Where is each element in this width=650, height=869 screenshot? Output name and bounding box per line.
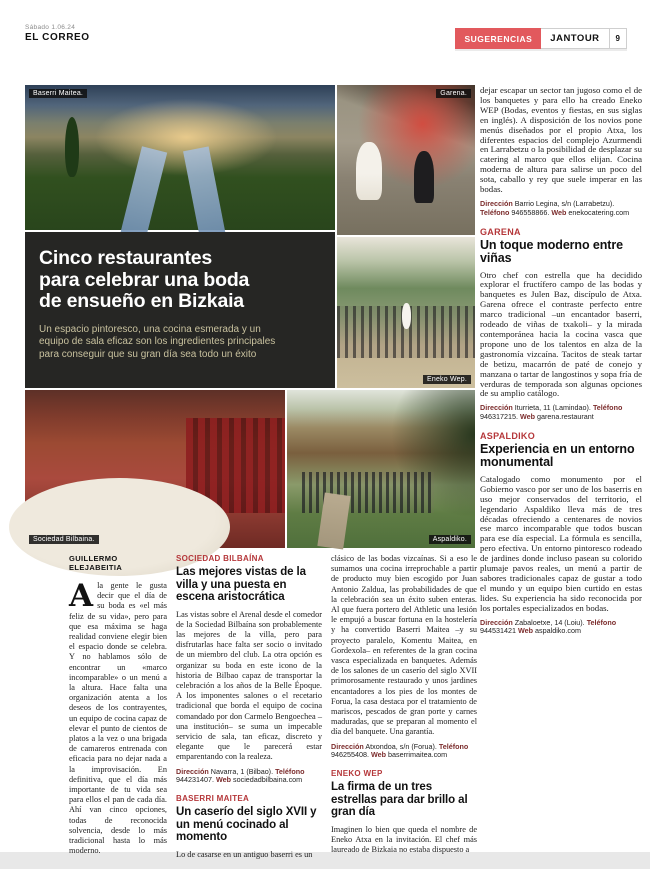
direccion-label: Dirección bbox=[480, 403, 513, 413]
telefono-value: 946317215. bbox=[480, 412, 520, 422]
telefono-value: 944231407. bbox=[176, 775, 216, 785]
standfirst: Un espacio pintoresco, una cocina esmerada y un equipo de sala eficaz son los ingredientes principales para conseguir que su gran día sea todo un éxito bbox=[39, 323, 276, 360]
article-body bbox=[25, 554, 477, 869]
direccion-label: Dirección bbox=[331, 741, 364, 751]
web-label: Web bbox=[519, 412, 536, 422]
column-right-rail bbox=[480, 86, 642, 645]
title-line-1: Cinco restaurantes bbox=[39, 247, 213, 269]
column-intro bbox=[25, 554, 167, 869]
web-label: Web bbox=[215, 775, 232, 785]
sociedad-body: Las vistas sobre el Arenal desde el comedor de la Sociedad Bilbaína son probablemente las mejores de la villa, pero para disfrutarlas hace falta ser socio o invitado de un miembro del club. La otra opción es organizar su boda en este icono de la historia de Bilbao capaz de transportar la celebración a los años de la Belle Époque. A los imponentes salones o el recetario tradicional que borda el equipo de cocina comandado por don Carmelo Bengoechea –una institución– se suma un impecable servicio de sala, tan eficaz, discreto y elegante que le parecerá estar emparentando con la realeza. bbox=[176, 609, 322, 762]
headline-garena: Un toque moderno entre viñas bbox=[480, 237, 623, 266]
direccion-value: Zabaloetxe, 14 (Loiu). bbox=[512, 617, 587, 627]
photo-label-sociedad-bilbaina: Sociedad Bilbaina. bbox=[29, 535, 99, 544]
section-eneko-wep bbox=[331, 769, 477, 855]
issue-date: Sábado 1.06.24 bbox=[25, 24, 76, 31]
direccion-eneko bbox=[480, 200, 642, 218]
telefono-value: 946558866. bbox=[509, 207, 552, 217]
hero-title-box bbox=[25, 232, 335, 388]
section-garena bbox=[480, 227, 642, 422]
aspaldiko-body: Catalogado como monumento por el Gobierno vasco por ser uno de los baserris en uso mejor conservados del territorio, el legendario Aspaldiko lleva más de tres décadas ofreciendo a centenares de novios ese marco incomparable que todos buscan para ese día especial. La fórmula es sencilla, pero efectiva. Un entorno pintoresco rodeado de jardines donde incluso pasean su colorido plumaje pavos reales, un menú a partir de sabores tradicionales capaz de gustar a todo el mundo y un equipo bien curtido en estas lides. Su experiencia ha sido reconocida por los portales especializados en bodas. bbox=[480, 473, 642, 613]
kicker-garena: GARENA bbox=[480, 226, 521, 237]
web-value: garena.restaurant bbox=[535, 412, 594, 422]
telefono-value: 946255408. bbox=[331, 750, 371, 760]
direccion-baserri bbox=[331, 743, 477, 761]
photo-collage bbox=[25, 85, 475, 548]
photo-baserri-maitea bbox=[25, 85, 335, 230]
direccion-label: Dirección bbox=[480, 617, 513, 627]
tab-jantour[interactable]: JANTOUR bbox=[541, 28, 609, 49]
telefono-value: 944531421 bbox=[480, 626, 518, 636]
tab-sugerencias[interactable]: SUGERENCIAS bbox=[455, 28, 541, 49]
column-2 bbox=[176, 554, 322, 869]
photo-aspaldiko bbox=[287, 390, 475, 548]
web-value: aspaldiko.com bbox=[533, 626, 581, 636]
byline: GUILLERMO ELEJABEITIA bbox=[69, 554, 123, 572]
photo-eneko-wep bbox=[337, 237, 475, 388]
direccion-label: Dirección bbox=[176, 766, 209, 776]
direccion-value: Navarra, 1 (Bilbao). bbox=[208, 766, 276, 776]
headline-baserri: Un caserío del siglo XVII y un menú cocinado al momento bbox=[176, 806, 317, 844]
photo-decoration bbox=[402, 303, 411, 329]
page-title bbox=[39, 248, 321, 313]
direccion-garena bbox=[480, 404, 642, 422]
photo-label-garena: Garena. bbox=[436, 89, 471, 98]
photo-label-aspaldiko: Aspaldiko. bbox=[429, 535, 471, 544]
section-sociedad-bilbaina bbox=[176, 554, 322, 785]
web-value: enekocatering.com bbox=[566, 207, 630, 217]
photo-garena bbox=[337, 85, 475, 235]
direccion-value: Barrio Legina, s/n (Larrabetzu). bbox=[512, 198, 615, 208]
masthead bbox=[25, 24, 90, 43]
telefono-label: Teléfono bbox=[592, 403, 623, 413]
direccion-value: Atxondoa, s/n (Forua). bbox=[363, 741, 439, 751]
headline-eneko: La firma de un tres estrellas para dar brillo al gran día bbox=[331, 781, 468, 819]
intro-paragraph bbox=[69, 578, 167, 856]
photo-label-baserri-maitea: Baserri Maitea. bbox=[29, 89, 87, 98]
title-line-3: de ensueño en Bizkaia bbox=[39, 290, 244, 312]
telefono-label: Teléfono bbox=[586, 617, 617, 627]
photo-decoration bbox=[183, 146, 227, 245]
web-value: sociedadbilbaina.com bbox=[231, 775, 303, 785]
telefono-label: Teléfono bbox=[275, 766, 305, 776]
page-number: 9 bbox=[610, 28, 627, 49]
section-baserri-maitea bbox=[176, 794, 322, 860]
web-label: Web bbox=[551, 207, 567, 217]
telefono-label: Teléfono bbox=[480, 207, 510, 217]
direccion-value: Iturrieta, 11 (Lamindao). bbox=[512, 403, 593, 413]
web-value: baserrimaitea.com bbox=[386, 750, 448, 760]
kicker-baserri: BASERRI MAITEA bbox=[176, 794, 250, 804]
kicker-sociedad: SOCIEDAD BILBAÍNA bbox=[176, 554, 264, 563]
paper-name: EL CORREO bbox=[25, 32, 90, 43]
eneko-body-start: Imaginen lo bien que queda el nombre de Eneko Atxa en la invitación. El chef más laureado de Bizkaia no estaba dispuesto a bbox=[331, 824, 477, 855]
photo-sociedad-bilbaina bbox=[25, 390, 285, 548]
headline-aspaldiko: Experiencia en un entorno monumental bbox=[480, 441, 635, 470]
garena-body: Otro chef con estrella que ha decidido explorar el fructífero campo de las bodas y banquetes es Julen Baz, discípulo de Atxa. Garena ofrece el contraste perfecto entre marco tradicional –un encantador baserri, rodeado de viñas de txakoli– y la mirada contemporánea hacia la cocina vasca que propone uno de los talentos en alza de la gastronomía vizcaína. Tacitos de steak tartar de betizu, macarrón de paté de conejo y manzana o tartar de langostinos y sopa fría de verduras de temporada son algunas opciones de su amplio catálogo. bbox=[480, 269, 642, 399]
column-3 bbox=[331, 554, 477, 869]
web-label: Web bbox=[370, 750, 387, 760]
baserri-body-continued: clásico de las bodas vizcaínas. Si a eso le sumamos una cocina irreprochable a partir de producto muy bien escogido por Juan Antonio Zaldua, las probabilidades de que la celebración sea un éxito suben enteras. Al que fuera portero del Athletic una lesión le empujó a buscar fortuna en la hostelería y ha convertido Baserri Maitea –y su proyecto paralelo, Komentu Maitea, en Gordexola– en referentes de la gran cocina vasca especializada en banquetes. Además de los salones de un caserío del siglo XVII primorosamente restaurado y unos jardines encantadores a los pies de los montes de Forua, la casa destaca por el tratamiento de mariscos, pescados de gran porte y carnes maduradas, que se preparan al momento el día del banquete. Una garantía. bbox=[331, 554, 477, 737]
eneko-body-continued: dejar escapar un sector tan jugoso como el de los banquetes y para ello ha creado Eneko WEP (Bodas, eventos y fiestas, en sus siglas en inglés). A disposición de los novios pone menús diseñados por el propio Atxa, los diferentes espacios del complejo Azurmendi en Larrabetzu o la posibilidad de desplazar su catering al marco que ellos elijan. Cocina moderna de altura para salirse un poco del sota, caballo y rey que suele imperar en las bodas. bbox=[480, 85, 642, 195]
section-tabs bbox=[455, 28, 627, 49]
photo-decoration bbox=[414, 151, 434, 203]
title-line-2: para celebrar una boda bbox=[39, 268, 250, 291]
photo-decoration bbox=[65, 117, 79, 177]
baserri-body-start: Lo de casarse en un antiguo baserri es un bbox=[176, 849, 313, 859]
photo-label-eneko-wep: Eneko Wep. bbox=[423, 375, 471, 384]
kicker-aspaldiko: ASPALDIKO bbox=[480, 430, 536, 441]
headline-sociedad: Las mejores vistas de la villa y una puesta en escena aristocrática bbox=[176, 566, 306, 603]
direccion-label: Dirección bbox=[480, 198, 513, 208]
drop-cap: A bbox=[69, 578, 94, 614]
photo-decoration bbox=[356, 142, 382, 200]
intro-text: la gente le gusta decir que el día de su boda es «el más feliz de su vida», pero para que esa máxima se haga realidad conviene elegir bien el espacio donde se celebra. Y no hablamos sólo de encontrar un «marco incomparable» o un menú a la altura. Hace falta una organización atenta a los deseos de los contrayentes, un equipo de cocina capaz de elevar el punto de cientos de platos a la vez o una brigada de camareros entrenada con eficacia para no dejar nada a la improvisación. En definitiva, que el día más importante de tu vida sea para ellos el pan de cada día. Ahí van cinco opciones, todas de reconocida solvencia, desde lo más tradicional hasta lo más moderno. bbox=[69, 581, 167, 856]
direccion-aspaldiko bbox=[480, 619, 642, 637]
web-label: Web bbox=[517, 626, 534, 636]
telefono-label: Teléfono bbox=[438, 741, 469, 751]
photo-decoration bbox=[119, 146, 167, 245]
direccion-sociedad bbox=[176, 768, 322, 786]
kicker-eneko: ENEKO WEP bbox=[331, 769, 383, 779]
section-aspaldiko bbox=[480, 431, 642, 636]
